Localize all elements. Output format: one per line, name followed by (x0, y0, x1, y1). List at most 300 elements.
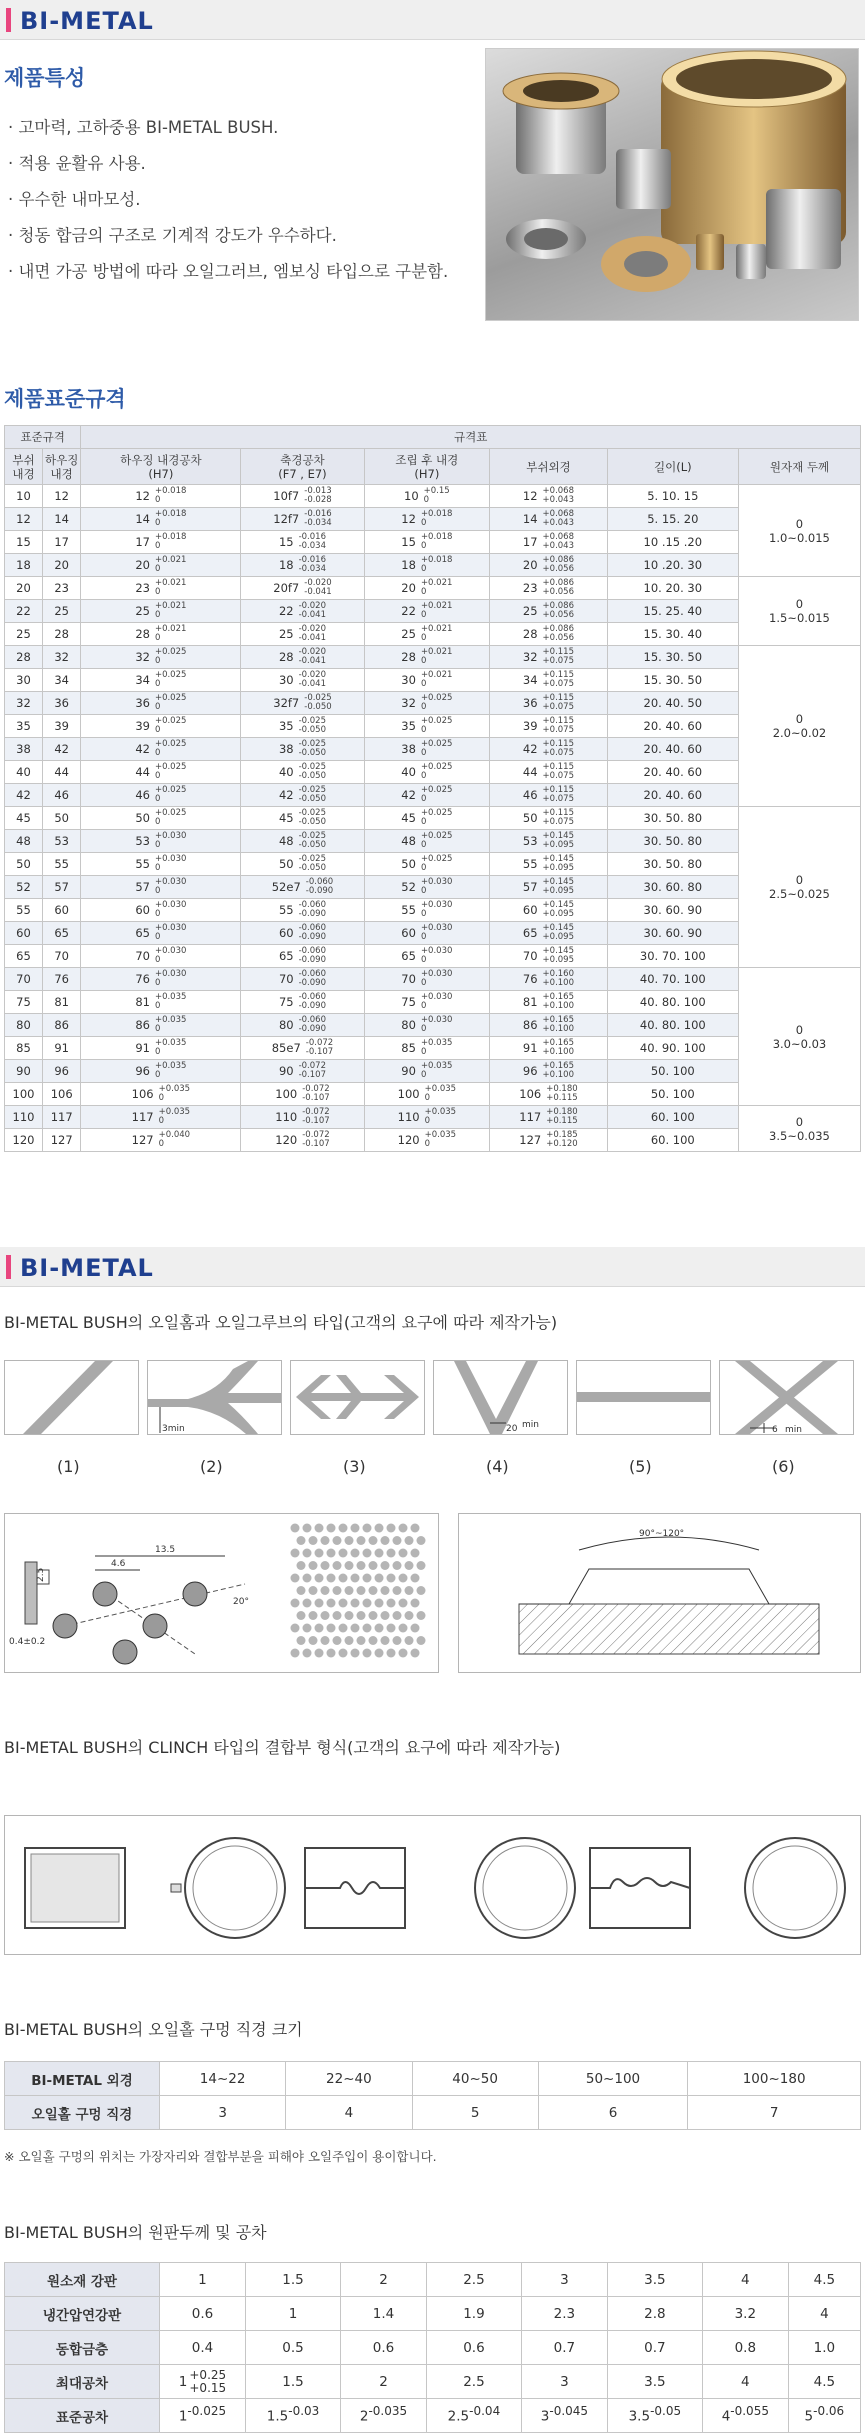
assembled-inner-dia-value: 65 (401, 949, 416, 963)
bush-outer-dia (490, 531, 607, 554)
assembled-inner-dia-tolerance (424, 487, 450, 505)
housing-tolerance-tolerance (155, 1062, 186, 1080)
emboss-dot-pattern (291, 1524, 426, 1658)
emboss-dot (363, 1549, 372, 1558)
tolerance-lower: -0.050 (298, 863, 326, 873)
tolerance-lower: 0 (154, 702, 161, 712)
groove-number-6: (6) (772, 1457, 795, 1476)
emboss-dot (321, 1586, 330, 1595)
assembled-inner-dia-value: 80 (401, 1018, 416, 1032)
tolerance-lower: 0 (420, 702, 427, 712)
tolerance-lower: 0 (420, 978, 427, 988)
spec-column-header-line: (H7) (414, 466, 440, 481)
tolerance-lower: -0.050 (298, 817, 326, 827)
spec-column-header (364, 449, 490, 485)
housing-tolerance-tolerance (159, 1085, 190, 1103)
tolerance-lower: -0.034 (298, 564, 326, 574)
emboss-dot (321, 1536, 330, 1545)
tolerance-lower: 0 (154, 978, 161, 988)
tolerance-upper: +0.035 (158, 1084, 191, 1094)
housing-tolerance-value: 44 (135, 765, 150, 779)
bush-outer-dia-tolerance (543, 763, 574, 781)
tolerance-lower: 0 (154, 955, 161, 965)
assembled-inner-dia (364, 899, 490, 922)
housing-inner-dia: 117 (43, 1106, 81, 1129)
bush-outer-dia (490, 1060, 607, 1083)
tolerance-upper: -0.020 (304, 578, 332, 588)
housing-tolerance (81, 1083, 241, 1106)
spec-row (5, 968, 861, 991)
housing-tolerance-tolerance (155, 625, 186, 643)
tolerance-upper: -0.025 (298, 739, 326, 749)
emboss-dot (387, 1624, 396, 1633)
std-tolerance-base: 1.5 (266, 2408, 289, 2425)
assembled-inner-dia-value: 15 (401, 535, 416, 549)
tolerance-lower: -0.041 (298, 679, 326, 689)
assembled-inner-dia-value: 28 (401, 650, 416, 664)
shaft-tolerance (241, 945, 364, 968)
housing-tolerance (81, 646, 241, 669)
housing-tolerance (81, 600, 241, 623)
assembled-inner-dia (364, 853, 490, 876)
tolerance-lower: +0.100 (542, 1024, 575, 1034)
bush-inner-dia: 48 (5, 830, 43, 853)
tolerance-lower: +0.100 (542, 1047, 575, 1057)
emboss-dot (363, 1574, 372, 1583)
housing-tolerance-value: 12 (135, 489, 150, 503)
housing-tolerance-value: 96 (135, 1064, 150, 1078)
spec-row (5, 738, 861, 761)
material-thickness (738, 807, 860, 968)
oil-hole-diameter-value: 6 (538, 2096, 687, 2130)
emboss-dot (339, 1549, 348, 1558)
bush-outer-dia-value: 65 (522, 926, 538, 940)
spec-column-header-line: 하우징 (45, 452, 79, 467)
steel-plate-label: 원소재 강판 (5, 2263, 160, 2297)
tolerance-lower: 0 (420, 1070, 427, 1080)
steel-plate-value: 1 (160, 2263, 246, 2297)
groove-branch-drawing (148, 1361, 281, 1434)
bush-inner-dia: 10 (5, 485, 43, 508)
tolerance-upper: +0.018 (420, 555, 453, 565)
tolerance-lower: +0.075 (542, 817, 575, 827)
bush-inner-dia: 52 (5, 876, 43, 899)
bush-outer-dia-value: 53 (522, 834, 538, 848)
bush-outer-dia (490, 807, 607, 830)
cold-rolled-value: 2.3 (522, 2297, 608, 2331)
tolerance-lower: 0 (154, 909, 161, 919)
emboss-dot (345, 1586, 354, 1595)
spec-column-header-line: 내경 (50, 466, 73, 481)
tolerance-upper: +0.030 (154, 946, 187, 956)
tolerance-upper: -0.025 (298, 831, 326, 841)
shaft-tolerance-tolerance (306, 878, 333, 896)
std-tolerance-dev: -0.05 (650, 2404, 682, 2419)
bush-outer-dia-tolerance (543, 1016, 574, 1034)
bush-outer-dia-tolerance (543, 878, 574, 896)
bush-inner-dia: 50 (5, 853, 43, 876)
shaft-tolerance (241, 508, 364, 531)
groove-straight-drawing (577, 1361, 710, 1434)
tolerance-lower: -0.050 (298, 840, 326, 850)
tolerance-upper: +0.025 (154, 762, 187, 772)
bush-outer-dia-value: 81 (522, 995, 538, 1009)
tolerance-upper: +0.165 (542, 1038, 575, 1048)
steel-plate-value: 3.5 (607, 2263, 702, 2297)
bush-outer-dia-value: 32 (522, 650, 538, 664)
std-tolerance-value (245, 2399, 340, 2433)
bush-outer-dia-value: 55 (522, 857, 538, 871)
spec-row (5, 692, 861, 715)
tolerance-lower: 0 (154, 1070, 161, 1080)
assembled-inner-dia-tolerance (425, 1131, 456, 1149)
tolerance-upper: +0.165 (542, 1015, 575, 1025)
spec-column-header-line: 하우징 내경공차 (120, 452, 202, 467)
shaft-tolerance-tolerance (299, 602, 326, 620)
spec-column-header-line: 부쉬 (12, 452, 35, 467)
housing-tolerance-tolerance (155, 579, 186, 597)
emboss-dot (393, 1561, 402, 1570)
emboss-dot (303, 1549, 312, 1558)
shaft-tolerance (241, 807, 364, 830)
shaft-tolerance-tolerance (304, 579, 331, 597)
emboss-dot (321, 1611, 330, 1620)
tolerance-lower: 0 (424, 1139, 431, 1149)
assembled-inner-dia-value: 22 (401, 604, 416, 618)
tolerance-upper: -0.016 (298, 555, 326, 565)
shaft-tolerance (241, 830, 364, 853)
assembled-inner-dia-value: 32 (401, 696, 416, 710)
tolerance-lower: 0 (420, 1001, 427, 1011)
housing-tolerance (81, 1014, 241, 1037)
oil-hole-diameter-value: 4 (286, 2096, 412, 2130)
emboss-dot (387, 1549, 396, 1558)
emboss-dot (327, 1599, 336, 1608)
bush-outer-dia (490, 945, 607, 968)
housing-inner-dia: 32 (43, 646, 81, 669)
shaft-tolerance-tolerance (299, 717, 326, 735)
assembled-inner-dia (364, 1129, 490, 1152)
tolerance-lower: 0 (420, 564, 427, 574)
shaft-tolerance (241, 1060, 364, 1083)
bush-outer-dia-tolerance (543, 924, 574, 942)
shaft-tolerance-value: 50 (278, 857, 294, 871)
housing-inner-dia: 106 (43, 1083, 81, 1106)
oil-hole-table (4, 2061, 861, 2130)
tolerance-upper: +0.035 (154, 1038, 187, 1048)
assembled-inner-dia-value: 110 (397, 1110, 420, 1124)
bush-outer-dia-value: 42 (522, 742, 538, 756)
shaft-tolerance (241, 899, 364, 922)
material-thickness (738, 1106, 860, 1152)
bush-outer-dia-value: 20 (522, 558, 538, 572)
bush-outer-dia-value: 106 (519, 1087, 542, 1101)
spec-column-header-line: (H7) (148, 466, 174, 481)
assembled-inner-dia-value: 18 (401, 558, 416, 572)
groove-type-3-drawing (290, 1360, 425, 1435)
shaft-tolerance-value: 52e7 (271, 880, 301, 894)
std-tolerance-label: 표준공차 (5, 2399, 160, 2433)
assembled-inner-dia (364, 945, 490, 968)
bush-outer-dia-value: 23 (522, 581, 538, 595)
shaft-tolerance-value: 38 (278, 742, 294, 756)
tolerance-upper: +0.025 (420, 785, 453, 795)
bush-inner-dia: 18 (5, 554, 43, 577)
emboss-dot (405, 1561, 414, 1570)
tolerance-upper: +0.018 (420, 509, 453, 519)
shaft-tolerance (241, 968, 364, 991)
assembled-inner-dia-value: 25 (401, 627, 416, 641)
emboss-dot (375, 1524, 384, 1533)
tolerance-upper: -0.060 (298, 1015, 326, 1025)
housing-inner-dia: 60 (43, 899, 81, 922)
tolerance-lower: -0.107 (302, 1116, 330, 1126)
emboss-dot (351, 1549, 360, 1558)
tolerance-lower: 0 (424, 1116, 431, 1126)
bush-outer-dia (490, 853, 607, 876)
clinch-type-2 (305, 1838, 575, 1938)
max-tolerance-value: 1.5 (245, 2365, 340, 2399)
std-tolerance-dev: -0.035 (368, 2404, 408, 2419)
shaft-tolerance (241, 715, 364, 738)
length-values: 20. 40. 60 (607, 761, 738, 784)
tolerance-upper: +0.021 (420, 601, 453, 611)
shaft-tolerance-tolerance (302, 1108, 329, 1126)
spec-row (5, 899, 861, 922)
assembled-inner-dia-tolerance (421, 1039, 452, 1057)
tolerance-upper: +0.145 (542, 877, 575, 887)
shaft-tolerance-value: 35 (278, 719, 294, 733)
bush-outer-dia-value: 76 (522, 972, 538, 986)
housing-tolerance-value: 117 (131, 1110, 154, 1124)
emboss-dot (375, 1649, 384, 1658)
bush-outer-dia-value: 60 (522, 903, 538, 917)
tolerance-lower: +0.043 (542, 541, 575, 551)
std-tolerance-value (426, 2399, 521, 2433)
std-tolerance-value (522, 2399, 608, 2433)
shaft-tolerance-value: 75 (278, 995, 294, 1009)
tolerance-upper: +0.035 (154, 1061, 187, 1071)
bush-outer-dia (490, 1106, 607, 1129)
tolerance-upper: +0.035 (424, 1084, 457, 1094)
tolerance-upper: +0.068 (542, 486, 575, 496)
housing-tolerance (81, 876, 241, 899)
bush-outer-dia-tolerance (546, 1108, 577, 1126)
bush-outer-dia-tolerance (543, 993, 574, 1011)
thickness-table (4, 2262, 861, 2433)
clinch-diagram (4, 1815, 861, 1955)
tolerance-upper: +0.030 (420, 969, 453, 979)
shaft-tolerance (241, 876, 364, 899)
groove-type-1-drawing (4, 1360, 139, 1435)
emboss-dot (417, 1536, 426, 1545)
assembled-inner-dia-tolerance (421, 947, 452, 965)
assembled-inner-dia-tolerance (421, 855, 452, 873)
tolerance-upper: +0.086 (542, 578, 575, 588)
bush-outer-dia-tolerance (543, 533, 574, 551)
tolerance-lower: -0.090 (298, 909, 326, 919)
bush-outer-dia (490, 715, 607, 738)
assembled-inner-dia-tolerance (425, 1085, 456, 1103)
tolerance-lower: 0 (420, 725, 427, 735)
tolerance-lower: 0 (420, 518, 427, 528)
bush-outer-dia-tolerance (543, 487, 574, 505)
tolerance-upper: +0.030 (420, 900, 453, 910)
shaft-tolerance-tolerance (299, 763, 326, 781)
bush-outer-dia-tolerance (543, 717, 574, 735)
hole-caption: BI-METAL BUSH의 오일홀 구멍 직경 크기 (4, 2020, 303, 2039)
copper-layer-value: 0.6 (426, 2331, 521, 2365)
assembled-inner-dia (364, 1083, 490, 1106)
std-tolerance-dev: -0.03 (288, 2404, 320, 2419)
assembled-inner-dia-value: 70 (401, 972, 416, 986)
emboss-dot (411, 1574, 420, 1583)
oil-hole-outer-range: 40~50 (412, 2062, 538, 2096)
tolerance-lower: 0 (154, 656, 161, 666)
bush-outer-dia (490, 830, 607, 853)
bush-inner-dia: 85 (5, 1037, 43, 1060)
tolerance-upper: -0.060 (298, 992, 326, 1002)
emboss-dot (369, 1536, 378, 1545)
shaft-tolerance-tolerance (302, 1085, 329, 1103)
shaft-tolerance-value: 42 (278, 788, 294, 802)
shaft-tolerance-value: 22 (278, 604, 294, 618)
length-values: 40. 90. 100 (607, 1037, 738, 1060)
bush-outer-dia-tolerance (543, 832, 574, 850)
thickness-top: 0 (795, 597, 804, 611)
shaft-tolerance (241, 485, 364, 508)
clinch-type-3 (590, 1838, 845, 1938)
housing-tolerance (81, 784, 241, 807)
groove-number-4: (4) (486, 1457, 509, 1476)
assembled-inner-dia-tolerance (425, 1108, 456, 1126)
max-tolerance-value: 2.5 (426, 2365, 521, 2399)
emboss-diagram (4, 1513, 439, 1673)
oil-hole-outer-range: 14~22 (160, 2062, 286, 2096)
bush-inner-dia: 60 (5, 922, 43, 945)
spec-row (5, 531, 861, 554)
housing-tolerance (81, 761, 241, 784)
tolerance-upper: +0.025 (420, 854, 453, 864)
tolerance-upper: +0.086 (542, 601, 575, 611)
emboss-dot (399, 1524, 408, 1533)
oil-hole-diameter-value: 7 (688, 2096, 861, 2130)
emboss-dot (291, 1574, 300, 1583)
housing-tolerance-value: 70 (135, 949, 150, 963)
assembled-inner-dia (364, 968, 490, 991)
length-values: 30. 60. 90 (607, 899, 738, 922)
spec-column-header (43, 449, 81, 485)
length-values: 10. 20. 30 (607, 577, 738, 600)
emboss-dot (309, 1611, 318, 1620)
shaft-tolerance (241, 554, 364, 577)
housing-tolerance-value: 32 (135, 650, 150, 664)
bush-outer-dia-value: 117 (519, 1110, 542, 1124)
tolerance-upper: +0.021 (154, 601, 187, 611)
housing-tolerance (81, 991, 241, 1014)
tolerance-lower: -0.090 (298, 1024, 326, 1034)
oil-hole-outer-range: 50~100 (538, 2062, 687, 2096)
emboss-dot (297, 1611, 306, 1620)
assembled-inner-dia-tolerance (421, 763, 452, 781)
tolerance-upper: +0.180 (546, 1107, 578, 1117)
max-tolerance-upper: +0.25 (189, 2367, 227, 2382)
emboss-dot (321, 1636, 330, 1645)
spec-row (5, 853, 861, 876)
max-tolerance-value: 4.5 (788, 2365, 860, 2399)
bush-outer-dia-value: 50 (522, 811, 538, 825)
std-tolerance-dev: -0.06 (813, 2404, 845, 2419)
housing-tolerance-tolerance (155, 1039, 186, 1057)
bush-outer-dia-value: 34 (522, 673, 538, 687)
bush-outer-dia-value: 25 (522, 604, 538, 618)
material-thickness (738, 968, 860, 1106)
bush-inner-dia: 40 (5, 761, 43, 784)
section-title: BI-METAL (20, 7, 154, 35)
shaft-tolerance-tolerance (299, 832, 326, 850)
tolerance-upper: +0.115 (542, 670, 575, 680)
tolerance-lower: 0 (420, 679, 427, 689)
bush-inner-dia: 90 (5, 1060, 43, 1083)
tolerance-lower: 0 (424, 1093, 431, 1103)
housing-inner-dia: 50 (43, 807, 81, 830)
emboss-dot (327, 1649, 336, 1658)
housing-inner-dia: 76 (43, 968, 81, 991)
groove-arrow-drawing (291, 1361, 424, 1434)
shaft-tolerance-tolerance (299, 533, 326, 551)
shaft-tolerance-value: 28 (278, 650, 294, 664)
housing-tolerance-tolerance (155, 602, 186, 620)
copper-layer-value: 0.4 (160, 2331, 246, 2365)
tolerance-upper: +0.018 (154, 509, 187, 519)
shaft-tolerance-value: 15 (278, 535, 294, 549)
emboss-dot (351, 1649, 360, 1658)
emboss-dot (417, 1586, 426, 1595)
std-tolerance-base: 5 (804, 2408, 814, 2425)
spec-column-header-line: (F7 , E7) (278, 466, 327, 481)
tolerance-upper: +0.115 (542, 693, 575, 703)
housing-tolerance-tolerance (159, 1108, 190, 1126)
product-photo (485, 48, 859, 321)
emboss-dot (303, 1624, 312, 1633)
spec-row (5, 991, 861, 1014)
assembled-inner-dia-tolerance (421, 510, 452, 528)
bush-inner-dia: 20 (5, 577, 43, 600)
bush-outer-dia-tolerance (543, 694, 574, 712)
tolerance-lower: -0.034 (298, 541, 326, 551)
emboss-dot (297, 1561, 306, 1570)
tolerance-lower: -0.041 (298, 633, 326, 643)
housing-tolerance-tolerance (155, 855, 186, 873)
header-accent-bar (6, 8, 11, 32)
tolerance-upper: +0.021 (420, 624, 453, 634)
assembled-inner-dia-tolerance (421, 1062, 452, 1080)
std-tolerance-base: 1 (178, 2408, 188, 2425)
spec-column-header-line: 내경 (12, 466, 35, 481)
assembled-inner-dia-value: 40 (401, 765, 416, 779)
assembled-inner-dia (364, 1014, 490, 1037)
emboss-dot (399, 1624, 408, 1633)
tolerance-lower: 0 (154, 495, 161, 505)
groove-type-6-drawing (719, 1360, 854, 1435)
spec-column-header (738, 449, 860, 485)
emboss-dot (327, 1549, 336, 1558)
tolerance-upper: -0.025 (298, 808, 326, 818)
tolerance-lower: +0.043 (542, 495, 575, 505)
length-values: 50. 100 (607, 1060, 738, 1083)
housing-tolerance (81, 715, 241, 738)
steel-plate-value: 2 (341, 2263, 427, 2297)
